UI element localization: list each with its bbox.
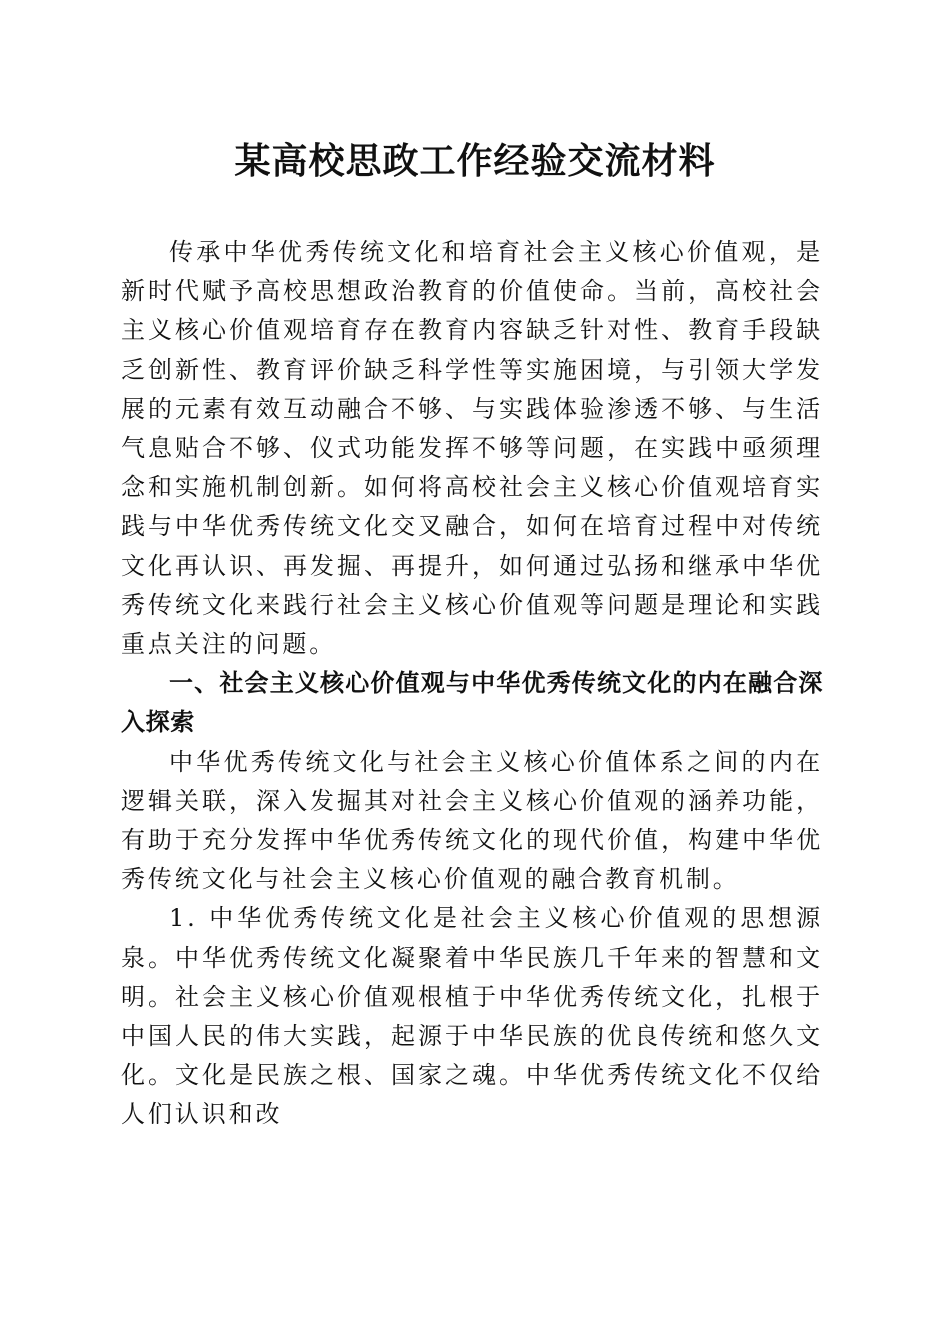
document-title: 某高校思政工作经验交流材料 xyxy=(234,140,716,182)
document-body xyxy=(121,233,823,1135)
intro-paragraph: 传承中华优秀传统文化和培育社会主义核心价值观，是新时代赋予高校思想政治教育的价值使命。当前，高校社会主义核心价值观培育存在教育内容缺乏针对性、教育手段缺乏创新性、教育评价缺乏科学性等实施困境，与引领大学发展的元素有效互动融合不够、与实践体验渗透不够、与生活气息贴合不够、仪式功能发挥不够等问题，在实践中亟须理念和实施机制创新。如何将高校社会主义核心价值观培育实践与中华优秀传统文化交叉融合，如何在培育过程中对传统文化再认识、再发掘、再提升，如何通过弘扬和继承中华优秀传统文化来践行社会主义核心价值观等问题是理论和实践重点关注的问题。 xyxy=(121,238,823,659)
section-paragraph: 中华优秀传统文化与社会主义核心价值体系之间的内在逻辑关联，深入发掘其对社会主义核心价值观的涵养功能，有助于充分发挥中华优秀传统文化的现代价值，构建中华优秀传统文化与社会主义核心价值观的融合教育机制。 xyxy=(121,747,823,894)
numbered-paragraph: 1. 中华优秀传统文化是社会主义核心价值观的思想源泉。中华优秀传统文化凝聚着中华民族几千年来的智慧和文明。社会主义核心价值观根植于中华优秀传统文化，扎根于中国人民的伟大实践，起源于中华民族的优良传统和悠久文化。文化是民族之根、国家之魂。中华优秀传统文化不仅给人们认识和改 xyxy=(121,904,823,1129)
section-heading: 一、社会主义核心价值观与中华优秀传统文化的内在融合深入探索 xyxy=(121,669,823,737)
